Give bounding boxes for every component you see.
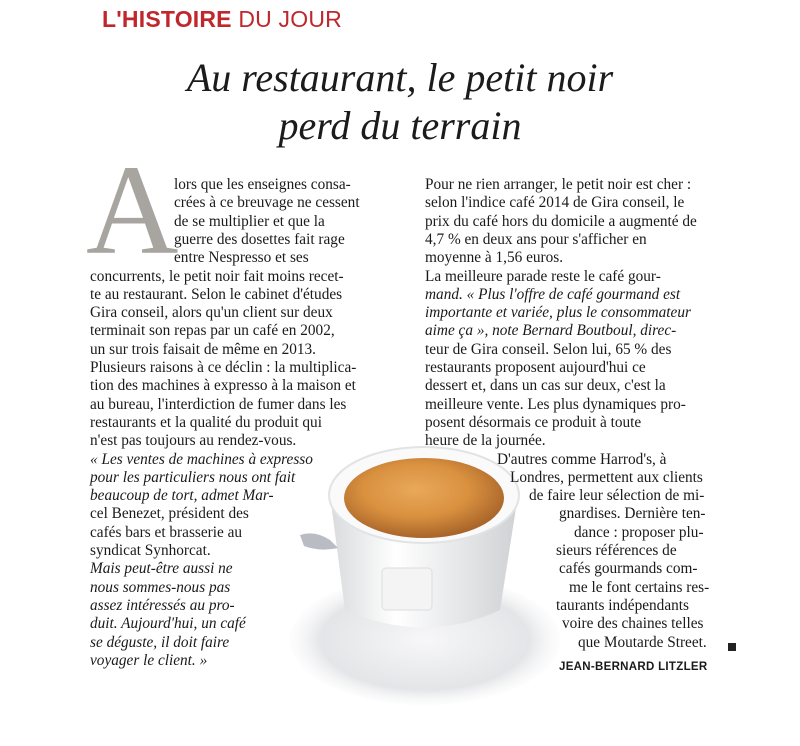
left-column-text-line: Mais peut-être aussi ne [90, 560, 233, 578]
author-byline: JEAN-BERNARD LITZLER [559, 661, 708, 673]
right-column-text-line: aime ça », note Bernard Boutboul, direc- [425, 322, 677, 340]
right-column-text-line: teur de Gira conseil. Selon lui, 65 % des [425, 340, 672, 358]
left-column-text-line: cel Benezet, président des [90, 505, 249, 523]
headline [0, 54, 800, 150]
right-column-text-line: meilleure vente. Les plus dynamiques pro- [425, 395, 686, 413]
spoon-shape [300, 533, 338, 549]
drop-cap: A [86, 139, 179, 281]
headline-line-2: perd du terrain [278, 103, 522, 148]
left-column-text-line: restaurants et la qualité du produit qui [90, 413, 322, 431]
right-column-text-line: sieurs références de [556, 542, 677, 559]
left-column-text-line: lors que les enseignes consa- [174, 176, 351, 193]
left-column-text-line: syndicat Synhorcat. [90, 542, 211, 559]
right-column-text-line: taurants indépendants [556, 596, 689, 614]
right-column-text-line: dance : proposer plu- [574, 523, 704, 541]
left-column-text-line: se déguste, il doit faire [90, 633, 230, 651]
rubric-light: DU JOUR [231, 6, 342, 32]
left-column-text-line: n'est pas toujours au rendez-vous. [90, 432, 297, 450]
right-column-text-line: me le font certains res- [569, 578, 710, 596]
right-column-text-line: cafés gourmands com- [559, 560, 698, 578]
right-column-text-line: que Moutarde Street. [578, 633, 707, 651]
left-column-text-line: cafés bars et brasserie au [90, 523, 243, 541]
right-column-text-line: selon l'indice café 2014 de Gira conseil, le [425, 194, 685, 212]
headline-line-1: Au restaurant, le petit noir [186, 55, 614, 100]
right-column-text-line: 4,7 % en deux ans pour s'afficher en [425, 230, 647, 248]
left-column-text-line: de se multiplier et que la [174, 212, 325, 230]
right-column-text-line: de faire leur sélection de mi- [529, 487, 705, 505]
right-column-text-line: restaurants proposent aujourd'hui ce [425, 359, 646, 376]
end-of-article-mark [728, 643, 736, 651]
left-column-text-line: un sur trois faisait de même en 2013. [90, 340, 317, 358]
left-column-text-line: concurrents, le petit noir fait moins recet- [90, 267, 344, 285]
left-column-text-line: beaucoup de tort, admet Mar- [90, 487, 274, 505]
left-column-text-line: assez intéressés au pro- [90, 596, 235, 614]
left-column-text-line: au bureau, l'interdiction de fumer dans les [90, 395, 347, 413]
right-column-text-line: heure de la journée. [425, 432, 546, 450]
left-column-text-line: duit. Aujourd'hui, un café [90, 615, 246, 633]
right-column-text-line: posent désormais ce produit à toute [425, 413, 642, 431]
right-column-text-line: voire des chaines telles [562, 615, 704, 633]
right-column-text-line: prix du café hors du domicile a augmenté de [425, 212, 697, 230]
right-column-text-line: importante et variée, plus le consommateur [425, 304, 691, 322]
coffee-crema [344, 458, 504, 538]
left-column-text-line: tion des machines à expresso à la maison et [90, 377, 356, 395]
right-column-text-line: Londres, permettent aux clients [510, 468, 703, 486]
right-column-text-line: gnardises. Dernière ten- [559, 505, 706, 523]
right-column-text-line: moyenne à 1,56 euros. [425, 249, 564, 267]
rubric-bold: L'HISTOIRE [102, 6, 232, 32]
section-rubric [102, 4, 342, 34]
left-column-text-line: guerre des dosettes fait rage [174, 230, 345, 248]
left-column-text-line: Plusieurs raisons à ce déclin : la multiplica- [90, 359, 357, 376]
right-column-text-line: D'autres comme Harrod's, à [497, 450, 667, 468]
left-column-text-line: entre Nespresso et ses [174, 249, 309, 267]
left-column-text-line: « Les ventes de machines à expresso [90, 450, 313, 468]
left-column-text-line: Gira conseil, alors qu'un client sur deux [90, 304, 333, 322]
left-column-text-line: voyager le client. » [90, 651, 208, 669]
left-column-text-line: pour les particuliers nous ont fait [90, 468, 296, 486]
left-column-text-line: te au restaurant. Selon le cabinet d'études [90, 285, 343, 303]
right-column-text-line: dessert et, dans un cas sur deux, c'est la [425, 377, 666, 395]
right-column-text-line: mand. « Plus l'offre de café gourmand est [425, 285, 681, 303]
cup-handle [382, 568, 432, 610]
left-column-text-line: nous sommes-nous pas [90, 578, 231, 596]
left-column-text-line: crées à ce breuvage ne cessent [174, 194, 360, 212]
left-column-text-line: terminait son repas par un café en 2002, [90, 322, 335, 340]
right-column-text-line: La meilleure parade reste le café gour- [425, 267, 661, 285]
right-column-text-line: Pour ne rien arranger, le petit noir est cher : [425, 176, 692, 193]
